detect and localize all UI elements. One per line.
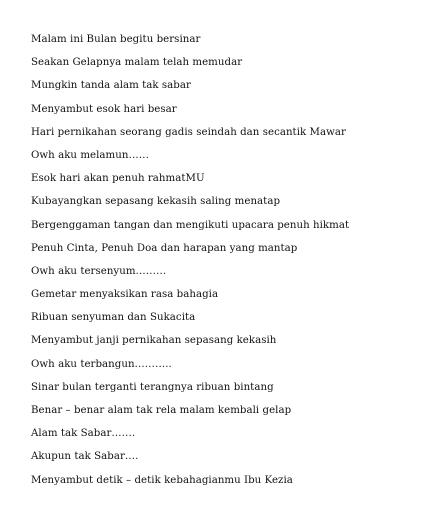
- poem-line: Benar – benar alam tak rela malam kembali gelap: [31, 405, 292, 416]
- poem-line: Kubayangkan sepasang kekasih saling menatap: [31, 196, 281, 208]
- poem-line: Bergenggaman tangan dan mengikuti upacara penuh hikmat: [31, 219, 350, 231]
- poem-line: Mungkin tanda alam tak sabar: [31, 80, 191, 92]
- poem-line: Akupun tak Sabar….: [31, 451, 139, 463]
- poem-line: Penuh Cinta, Penuh Doa dan harapan yang mantap: [31, 242, 298, 254]
- poem-line: Owh aku terbangun………..: [31, 358, 172, 370]
- poem-line: Menyambut detik – detik kebahagianmu Ibu Kezia: [31, 474, 293, 486]
- poem-line: Owh aku melamun……: [31, 149, 149, 161]
- poem-line: Menyambut esok hari besar: [31, 103, 177, 115]
- poem-line: Alam tak Sabar…….: [31, 428, 136, 440]
- poem-line: Sinar bulan terganti terangnya ribuan bintang: [31, 381, 274, 393]
- poem-line: Seakan Gelapnya malam telah memudar: [31, 57, 243, 69]
- poem-line: Menyambut janji pernikahan sepasang kekasih: [31, 335, 277, 347]
- poem-line: Esok hari akan penuh rahmatMU: [31, 173, 205, 185]
- poem-line: Hari pernikahan seorang gadis seindah dan secantik Mawar: [31, 126, 346, 138]
- poem-line: Gemetar menyaksikan rasa bahagia: [31, 289, 219, 301]
- poem-body: [31, 28, 349, 492]
- poem-line: Owh aku tersenyum………: [31, 265, 167, 277]
- poem-line: Malam ini Bulan begitu bersinar: [31, 34, 201, 45]
- poem-line: Ribuan senyuman dan Sukacita: [31, 312, 196, 324]
